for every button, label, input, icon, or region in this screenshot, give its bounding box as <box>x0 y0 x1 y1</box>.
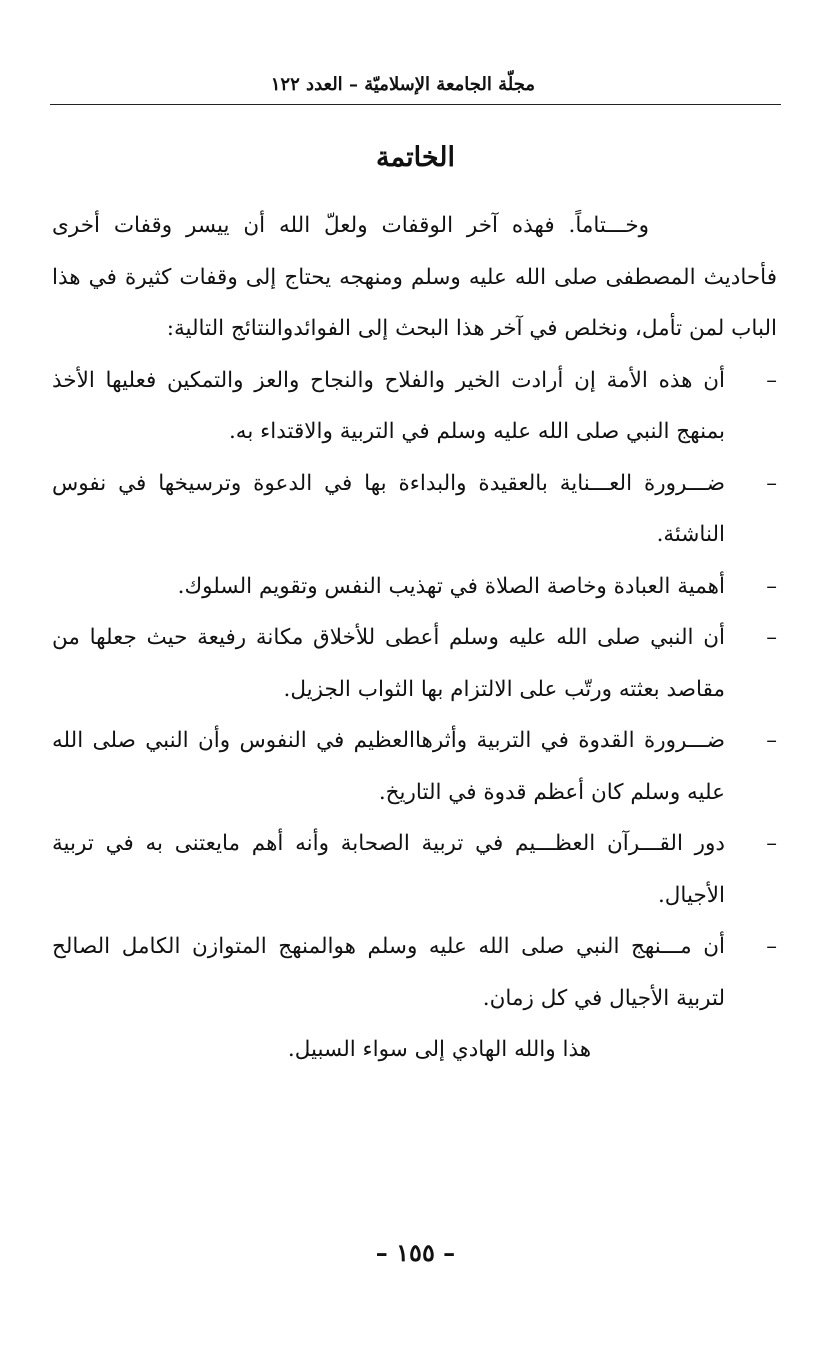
page-number: – ١٥٥ – <box>375 1238 456 1267</box>
body-text <box>52 200 777 1076</box>
finding-item <box>52 715 777 818</box>
dash-bullet: – <box>766 728 777 753</box>
running-header: مجلّة الجامعة الإسلاميّة – العدد ١٢٢ <box>270 74 535 95</box>
finding-item <box>52 818 777 921</box>
closing-line: هذا والله الهادي إلى سواء السبيل. <box>287 1037 592 1062</box>
findings-list <box>52 355 777 1025</box>
dash-bullet: – <box>766 573 777 599</box>
finding-item <box>52 458 777 561</box>
finding-text: دور القـــرآن العظـــيم في تربية الصحابة وأنه أهم مايعتنى به في تربية الأجيال. <box>52 831 725 908</box>
dash-bullet: – <box>766 831 777 856</box>
finding-item <box>52 561 777 613</box>
dash-bullet: – <box>766 367 777 393</box>
finding-text: أن النبي صلى الله عليه وسلم أعطى للأخلاق مكانة رفيعة حيث جعلها من مقاصد بعثته ورتّب على الالتزام بها الثواب الجزيل. <box>52 625 725 702</box>
finding-item <box>52 921 777 1024</box>
dash-bullet: – <box>766 470 777 496</box>
dash-bullet: – <box>766 625 777 650</box>
dash-bullet: – <box>766 934 777 959</box>
intro-paragraph: وخـــتاماً. فهذه آخر الوقفات ولعلّ الله أن ييسر وقفات أخرى فأحاديث المصطفى صلى الله عليه وسلم ومنهجه يحتاج إلى وقفات كثيرة في هذا الباب لمن تأمل، ونخلص في آخر هذا البحث إلى الفوائدوالنتائج التالية: <box>52 213 777 341</box>
section-title: الخاتمة <box>376 142 455 173</box>
finding-text: ضـــرورة العـــناية بالعقيدة والبداءة بها في الدعوة وترسيخها في نفوس الناشئة. <box>52 470 725 547</box>
finding-item <box>52 355 777 458</box>
header-rule <box>50 104 781 105</box>
finding-item <box>52 612 777 715</box>
finding-text: أن هذه الأمة إن أرادت الخير والفلاح والنجاح والعز والتمكين فعليها الأخذ بمنهج النبي صلى الله عليه وسلم في التربية والاقتداء به. <box>52 367 725 444</box>
finding-text: أن مـــنهج النبي صلى الله عليه وسلم هوالمنهج المتوازن الكامل الصالح لتربية الأجيال في كل زمان. <box>52 934 725 1011</box>
finding-text: ضـــرورة القدوة في التربية وأثرهاالعظيم في النفوس وأن النبي صلى الله عليه وسلم كان أعظم قدوة في التاريخ. <box>52 728 725 805</box>
finding-text: أهمية العبادة وخاصة الصلاة في تهذيب النفس وتقويم السلوك. <box>177 573 725 599</box>
